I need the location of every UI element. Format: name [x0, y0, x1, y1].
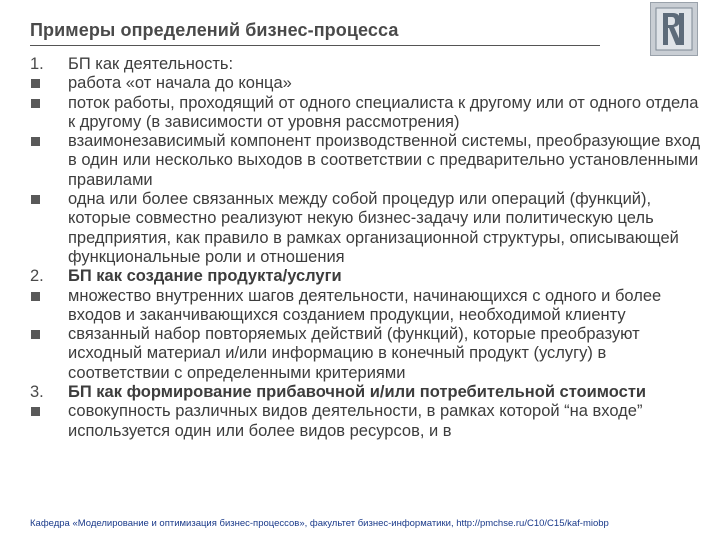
- list-item-text: работа «от начала до конца»: [68, 74, 292, 93]
- list-item: [30, 287, 710, 326]
- list-number: 2.: [30, 267, 44, 286]
- list-number: 1.: [30, 55, 44, 73]
- list-item-text: множество внутренних шагов деятельности, начинающихся с одного и более входов и заканчивающихся созданием продукции, необходимой клиенту: [68, 286, 662, 324]
- square-bullet-icon: [30, 325, 68, 344]
- list-item-text: одна или более связанных между собой процедур или операций (функций), которые совместно реализуют некую бизнес-задачу или политическую цель предприятия, как правило в рамках организационной структуры, описывающей функциональные роли и отношения: [68, 190, 679, 266]
- list-item: [30, 325, 710, 383]
- list-item: [30, 402, 710, 441]
- square-bullet-icon: [30, 94, 68, 113]
- square-bullet-icon: [30, 287, 68, 306]
- square-bullet-icon: [30, 74, 68, 93]
- list-item: [30, 132, 710, 190]
- list-item-text: связанный набор повторяемых действий (функций), которые преобразуют исходный материал и/или информацию в конечный продукт (услугу) в соответствии с определенными критериями: [68, 325, 640, 382]
- list-heading-text: БП как деятельность:: [68, 55, 234, 73]
- square-bullet-icon: [30, 402, 68, 421]
- list-item-text: поток работы, проходящий от одного специалиста к другому или от одного отдела к другому (в зависимости от уровня рассмотрения): [68, 93, 699, 131]
- list-item-text: взаимонезависимый компонент производственной системы, преобразующие вход в один или несколько выходов в соответствии с предварительно установленными правилами: [68, 132, 701, 189]
- hse-logo-icon: [650, 2, 698, 56]
- list-item: [30, 190, 710, 267]
- title-divider: [30, 45, 600, 46]
- footer-link[interactable]: Кафедра «Моделирование и оптимизация бизнес-процессов», факультет бизнес-информатики, http://pmchse.ru/C10/C15/kaf-miobp: [30, 518, 690, 529]
- square-bullet-icon: [30, 190, 68, 209]
- list-heading-text: БП как создание продукта/услуги: [68, 267, 342, 286]
- list-heading-3: [30, 383, 710, 402]
- square-bullet-icon: [30, 132, 68, 151]
- list-number: 3.: [30, 383, 44, 402]
- slide-body: [30, 55, 710, 441]
- slide-title: Примеры определений бизнес-процесса: [30, 20, 399, 40]
- list-heading-1: [30, 55, 710, 74]
- list-item-text: совокупность различных видов деятельности, в рамках которой “на входе” используется один или более видов ресурсов, и в: [68, 402, 643, 440]
- list-item: [30, 74, 710, 93]
- list-heading-text: БП как формирование прибавочной и/или потребительной стоимости: [68, 383, 647, 402]
- list-heading-2: [30, 267, 710, 286]
- list-item: [30, 94, 710, 133]
